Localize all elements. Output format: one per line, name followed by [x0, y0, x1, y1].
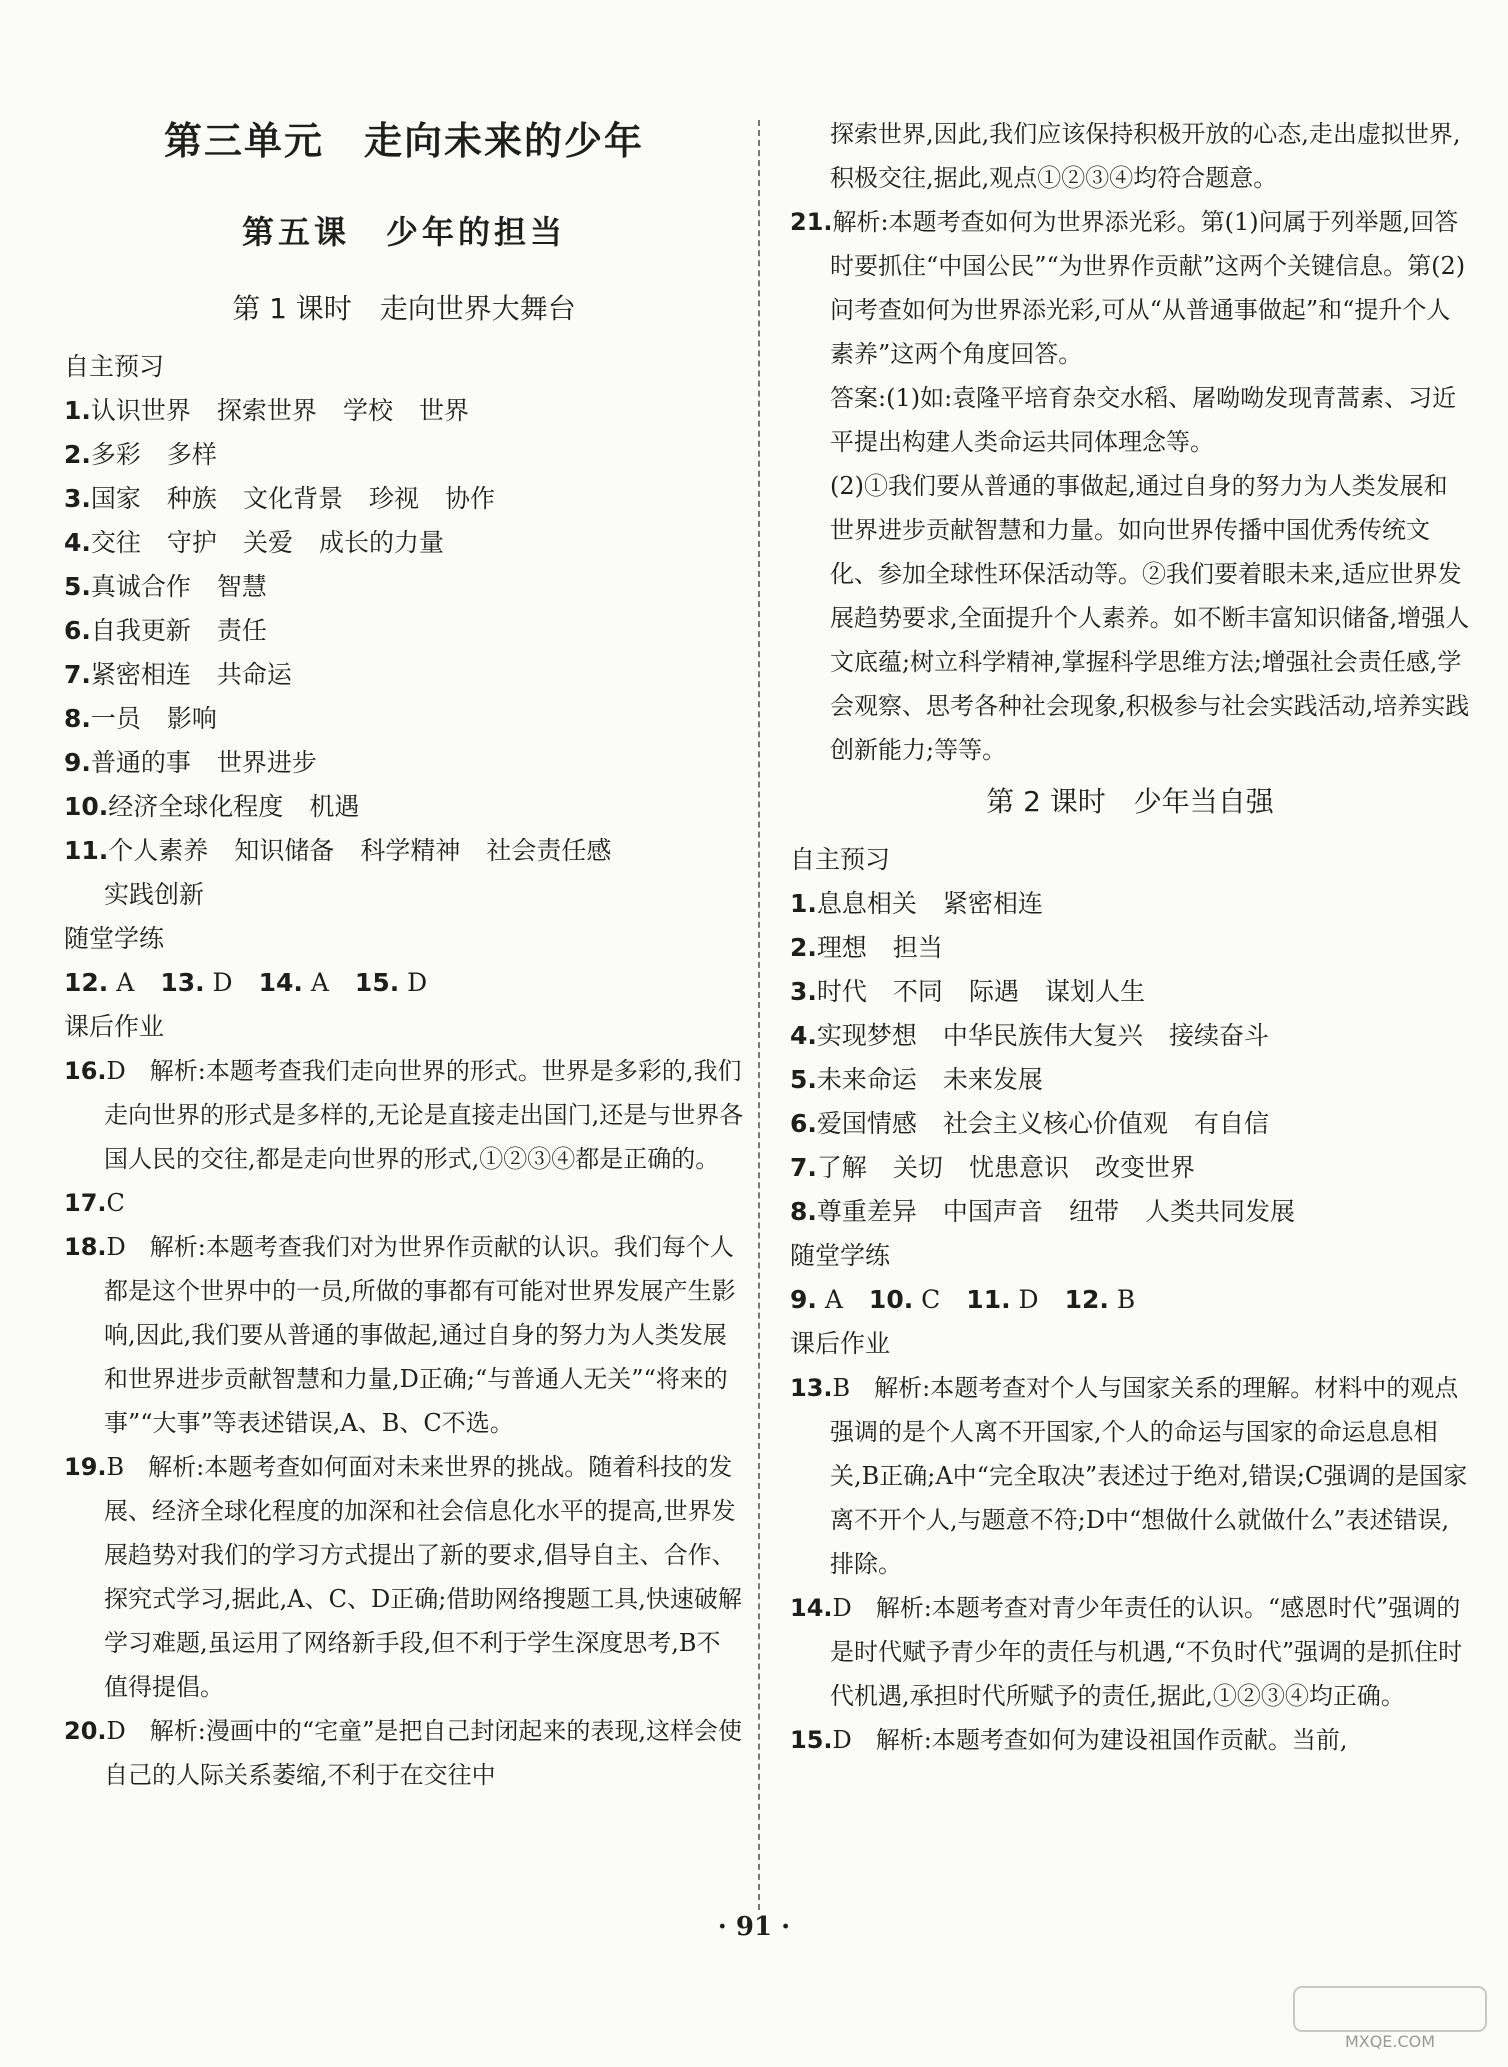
answer-term: 接续奋斗 — [1168, 1021, 1269, 1050]
answer-paragraph: 答案:(1)如:袁隆平培育杂交水稻、屠呦呦发现青蒿素、习近平提出构建人类命运共同体理念等。 — [830, 384, 1457, 456]
item-number: 10. — [64, 792, 109, 821]
answer-term: 纽带 — [1068, 1197, 1119, 1226]
answer-term: 中华民族伟大复兴 — [942, 1021, 1143, 1050]
preview-item — [790, 1014, 1470, 1058]
section-heading: 课后作业 — [790, 1329, 891, 1358]
answer-paragraph: (2)①我们要从普通的事做起,通过自身的努力为人类发展和世界进步贡献智慧和力量。如向世界传播中国优秀传统文化、参加全球性环保活动等。②我们要着眼未来,适应世界发展趋势要求,全面提升个人素养。如不断丰富知识储备,增强人文底蕴;树立科学精神,掌握科学思维方法;增强社会责任感,学会观察、思考各种社会现象,积极参与社会实践活动,培养实践创新能力;等等。 — [830, 472, 1470, 764]
answer-term: 忧患意识 — [968, 1153, 1069, 1182]
answer-term: 责任 — [216, 616, 267, 645]
preview-item — [790, 882, 1470, 926]
preview-item — [64, 653, 744, 697]
answer-term: 紧密相连 — [942, 889, 1043, 918]
answer-term: 时代 — [816, 977, 867, 1006]
answer-term: 协作 — [444, 484, 495, 513]
practice-answer: 15. D — [354, 968, 428, 997]
section-heading: 课后作业 — [64, 1012, 165, 1041]
answer-term: 未来命运 — [816, 1065, 917, 1094]
item-number: 4. — [790, 1021, 817, 1050]
question-item: 17.C — [64, 1189, 125, 1217]
answer-term: 人类共同发展 — [1144, 1197, 1295, 1226]
item-number: 7. — [790, 1153, 817, 1182]
answer-term: 世界 — [418, 396, 469, 425]
answer-term: 机遇 — [309, 792, 360, 821]
preview-item — [64, 785, 744, 829]
answer-term: 关爱 — [242, 528, 293, 557]
question-continuation: 探索世界,因此,我们应该保持积极开放的心态,走出虚拟世界,积极交往,据此,观点①②③④均符合题意。 — [830, 120, 1461, 192]
answer-term: 交往 — [90, 528, 141, 557]
item-number: 5. — [64, 572, 91, 601]
answer-term: 社会责任感 — [486, 836, 612, 865]
preview-item — [790, 926, 1470, 970]
preview-item — [64, 477, 744, 521]
item-number: 3. — [790, 977, 817, 1006]
item-number: 6. — [790, 1109, 817, 1138]
item-number: 2. — [790, 933, 817, 962]
preview-item — [64, 741, 744, 785]
answer-term: 担当 — [892, 933, 943, 962]
question-item: 20.D 解析:漫画中的“宅童”是把自己封闭起来的表现,这样会使自己的人际关系萎缩,不利于在交往中 — [64, 1717, 743, 1789]
preview-item — [64, 697, 744, 741]
answer-term: 未来发展 — [942, 1065, 1043, 1094]
page-number: · 91 · — [717, 1912, 791, 1942]
section-heading: 随堂学练 — [64, 924, 165, 953]
preview-item — [64, 829, 744, 873]
answer-term: 多彩 — [90, 440, 141, 469]
practice-answer: 14. A — [258, 968, 329, 997]
answer-term: 知识储备 — [234, 836, 335, 865]
answer-term: 社会主义核心价值观 — [942, 1109, 1168, 1138]
preview-list — [790, 882, 1470, 1234]
preview-item — [64, 433, 744, 477]
answer-term: 了解 — [816, 1153, 867, 1182]
item-number: 7. — [64, 660, 91, 689]
answer-term: 际遇 — [968, 977, 1019, 1006]
question-item: 15.D 解析:本题考查如何为建设祖国作贡献。当前, — [790, 1726, 1348, 1754]
item-number: 5. — [790, 1065, 817, 1094]
preview-item — [64, 609, 744, 653]
answer-term: 成长的力量 — [318, 528, 444, 557]
item-number: 11. — [64, 836, 109, 865]
answer-term: 普通的事 — [90, 748, 191, 777]
practice-answer: 11. D — [966, 1285, 1039, 1314]
right-column — [790, 112, 1470, 1762]
answer-term: 紧密相连 — [90, 660, 191, 689]
item-number: 2. — [64, 440, 91, 469]
left-column — [64, 110, 744, 1797]
answer-term: 谋划人生 — [1044, 977, 1145, 1006]
answer-term: 种族 — [166, 484, 217, 513]
answer-term: 国家 — [90, 484, 141, 513]
practice-answer: 9. A — [790, 1285, 843, 1314]
answer-term: 自我更新 — [90, 616, 191, 645]
preview-item — [790, 1102, 1470, 1146]
item-number: 9. — [64, 748, 91, 777]
question-item: 21.解析:本题考查如何为世界添光彩。第(1)问属于列举题,回答时要抓住“中国公民”“为世界作贡献”这两个关键信息。第(2)问考查如何为世界添光彩,可从“从普通事做起”和“提升个人素养”这两个角度回答。 — [790, 208, 1466, 368]
answer-term: 经济全球化程度 — [108, 792, 284, 821]
preview-item — [790, 1146, 1470, 1190]
question-item: 13.B 解析:本题考查对个人与国家关系的理解。材料中的观点强调的是个人离不开国家,个人的命运与国家的命运息息相关,B正确;A中“完全取决”表述过于绝对,错误;C强调的是国家离不开个人,与题意不符;D中“想做什么就做什么”表述错误,排除。 — [790, 1374, 1468, 1578]
preview-item — [790, 970, 1470, 1014]
item-number: 1. — [64, 396, 91, 425]
preview-item — [790, 1058, 1470, 1102]
question-item: 16.D 解析:本题考查我们走向世界的形式。世界是多彩的,我们走向世界的形式是多样的,无论是直接走出国门,还是与世界各国人民的交往,都是走向世界的形式,①②③④都是正确的。 — [64, 1057, 744, 1173]
section-heading: 随堂学练 — [790, 1241, 891, 1270]
answer-term: 多样 — [166, 440, 217, 469]
answer-term: 认识世界 — [90, 396, 191, 425]
preview-item — [64, 389, 744, 433]
answer-term: 珍视 — [368, 484, 419, 513]
answer-term: 息息相关 — [816, 889, 917, 918]
item-number: 6. — [64, 616, 91, 645]
unit-title: 第三单元 走向未来的少年 — [163, 119, 644, 163]
preview-item — [64, 565, 744, 609]
practice-answer: 10. C — [868, 1285, 941, 1314]
period-title: 第 1 课时 走向世界大舞台 — [232, 292, 576, 325]
answer-term: 科学精神 — [360, 836, 461, 865]
answer-term: 文化背景 — [242, 484, 343, 513]
item-number: 8. — [64, 704, 91, 733]
answer-term: 个人素养 — [108, 836, 209, 865]
practice-answer: 12. A — [64, 968, 135, 997]
answer-term: 影响 — [166, 704, 217, 733]
item-number: 4. — [64, 528, 91, 557]
answer-term: 一员 — [90, 704, 141, 733]
answer-term: 共命运 — [216, 660, 292, 689]
question-item: 14.D 解析:本题考查对青少年责任的认识。“感恩时代”强调的是时代赋予青少年的责任与机遇,“不负时代”强调的是抓住时代机遇,承担时代所赋予的责任,据此,①②③④均正确。 — [790, 1594, 1463, 1710]
watermark-text: MXQE.COM — [1344, 2032, 1436, 2051]
practice-answers — [64, 961, 744, 1005]
watermark-logo — [1290, 1983, 1490, 2053]
practice-answers — [790, 1278, 1470, 1322]
column-divider — [758, 120, 760, 1910]
preview-item-continuation: 实践创新 — [104, 880, 205, 909]
answer-term: 世界进步 — [216, 748, 317, 777]
item-number: 3. — [64, 484, 91, 513]
answer-term: 爱国情感 — [816, 1109, 917, 1138]
question-item: 19.B 解析:本题考查如何面对未来世界的挑战。随着科技的发展、经济全球化程度的加深和社会信息化水平的提高,世界发展趋势对我们的学习方式提出了新的要求,倡导自主、合作、探究式学习,据此,A、C、D正确;借助网络搜题工具,快速破解学习难题,虽运用了网络新手段,但不利于学生深度思考,B不值得提倡。 — [64, 1453, 742, 1701]
answer-term: 关切 — [892, 1153, 943, 1182]
practice-answer: 13. D — [160, 968, 233, 997]
answer-term: 实现梦想 — [816, 1021, 917, 1050]
answer-term: 理想 — [816, 933, 867, 962]
item-number: 8. — [790, 1197, 817, 1226]
lesson-title: 第五课 少年的担当 — [241, 213, 566, 251]
answer-term: 中国声音 — [942, 1197, 1043, 1226]
period-title: 第 2 课时 少年当自强 — [986, 785, 1274, 818]
answer-term: 智慧 — [216, 572, 267, 601]
section-heading: 自主预习 — [790, 845, 891, 874]
answer-term: 改变世界 — [1094, 1153, 1195, 1182]
answer-term: 尊重差异 — [816, 1197, 917, 1226]
preview-item — [790, 1190, 1470, 1234]
preview-item — [64, 521, 744, 565]
item-number: 1. — [790, 889, 817, 918]
answer-term: 有自信 — [1193, 1109, 1269, 1138]
answer-term: 守护 — [166, 528, 217, 557]
preview-list — [64, 389, 744, 873]
section-heading: 自主预习 — [64, 352, 165, 381]
answer-term: 学校 — [342, 396, 393, 425]
answer-term: 真诚合作 — [90, 572, 191, 601]
question-item: 18.D 解析:本题考查我们对为世界作贡献的认识。我们每个人都是这个世界中的一员,所做的事都有可能对世界发展产生影响,因此,我们要从普通的事做起,通过自身的努力为人类发展和世界进步贡献智慧和力量,D正确;“与普通人无关”“将来的事”“大事”等表述错误,A、B、C不选。 — [64, 1233, 736, 1437]
practice-answer: 12. B — [1064, 1285, 1136, 1314]
answer-term: 探索世界 — [216, 396, 317, 425]
answer-term: 不同 — [892, 977, 943, 1006]
